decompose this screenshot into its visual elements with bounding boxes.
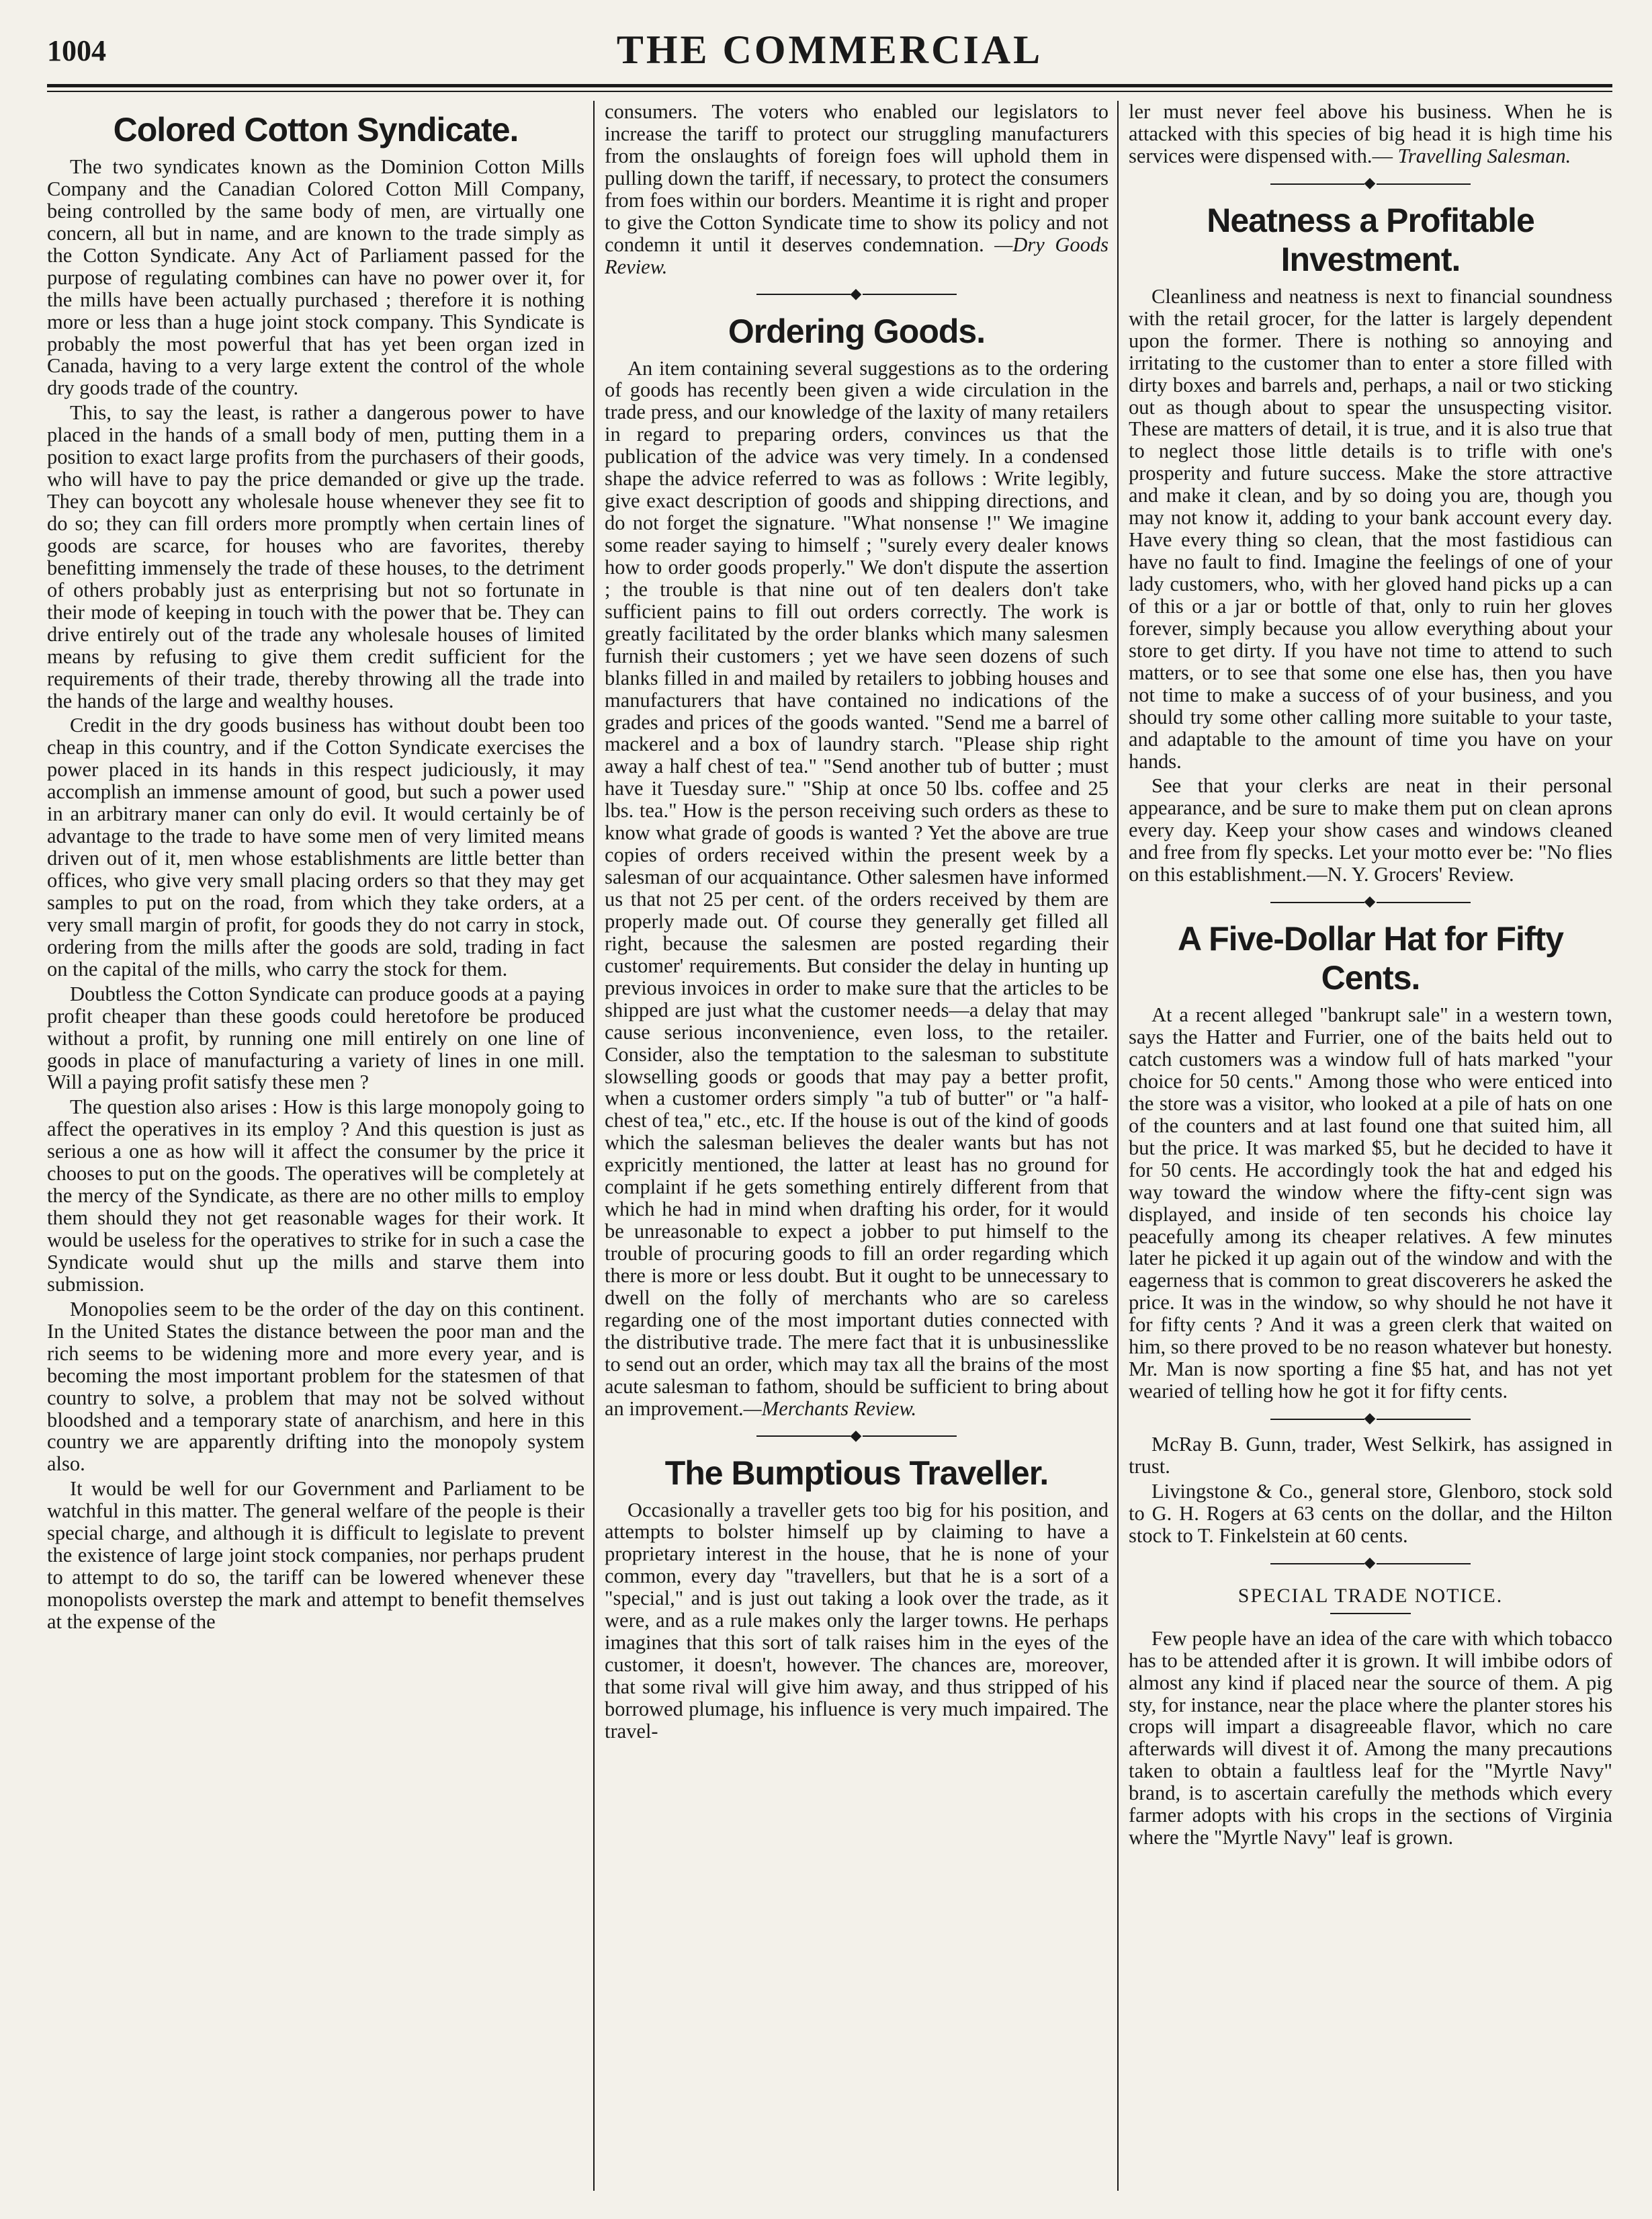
paragraph: Few people have an idea of the care with which tobacco has to be attended after it is grown. It will imbibe odors of almost any kind if placed near the source of them. A pig sty, for instance, near the place where the planter stores his crops will impart a disagreeable flavor, which no care afterwards will divest it of. Among the many precautions taken to obtain a faultless leaf for the "Myrtle Navy" brand, is to ascertain carefully the methods which every farmer adopts with his crops in the sections of Virginia where the "Myrtle Navy" leaf is grown. <box>1129 1626 1612 1849</box>
section-title: SPECIAL TRADE NOTICE. <box>1237 1584 1504 1607</box>
header-rule-thin <box>47 91 1612 92</box>
separator: ◆ <box>1129 892 1612 910</box>
page-header <box>47 27 1612 87</box>
paragraph <box>605 101 1108 278</box>
short-rule <box>1330 1613 1411 1614</box>
source-credit: —Merchants Review. <box>743 1396 917 1420</box>
notice-item: Livingstone & Co., general store, Glenboro, stock sold to G. H. Rogers at 63 cents on the dollar, and the Hilton stock to T. Finkelstein at 60 cents. <box>1129 1479 1612 1547</box>
article-text: An item containing several suggestions as to the ordering of goods has recently been given a wide circulation in the trade press, and our knowledge of the laxity of many retailers in regard to preparing orders, convinces us that the publication of the advice was very timely. In a condensed shape the advice referred to was as follows : Write legibly, give exact description of goods and shipping directions, and do not forget the signature. "What nonsense !" We imagine some reader saying to himself ; "surely every dealer knows how to order goods properly." We don't dispute the assertion ; the trouble is that nine out of ten dealers don't take sufficient pains to fill out orders correctly. The work is greatly facilitated by the order blanks which many salesmen furnish their customers ; yet we have seen dozens of such blanks filled in and mailed by retailers to jobbing houses and manufacturers that have contained no indications of the grades and prices of the goods wanted. "Send me a barrel of mackerel and a box of laundry starch. "Please ship right away a half chest of tea." "Send another tub of butter ; must have it Tuesday sure." "Ship at once 50 lbs. coffee and 25 lbs. tea." How is the person receiving such orders as these to know what grade of goods is wanted ? Yet the above are true copies of orders received within the present week by a salesman of our acquaintance. Other salesmen have informed us that not 25 per cent. of the orders received by them are properly made out. Of course they generally get filled all right, because the salesmen are posted regarding their customer' requirements. But consider the delay in hunting up previous invoices in order to make sure that the articles to be shipped are just what the customer needs—a delay that may cause serious inconvenience, even loss, to the retailer. Consider, also the temptation to the salesman to substitute slowselling goods or goods that may pay a better profit, when a customer orders simply "a tub of butter" or "a half-chest of tea," etc., etc. If the house is out of the kind of goods which the salesman believes the dealer wants but has not expricitly mentioned, the latter at least has no ground for complaint if he gets something entirely different from that which he had in mind when drafting his order, for it would be unreasonable to expect a jobber to put himself to the trouble of procuring goods to fill an order regarding which there is more or less doubt. But it ought to be unnecessary to dwell on the folly of merchants who are so careless regarding one of the most important duties connected with the distributive trade. The mere fact that it is unbusinesslike to send out an order, which may tax all the brains of the most acute salesman to fathom, should be sufficient to bring about an improvement. <box>605 356 1108 1420</box>
article-title: Neatness a Profitable Investment. <box>1207 201 1534 278</box>
separator: ◆ <box>1129 174 1612 192</box>
header-rule <box>47 84 1612 87</box>
paragraph: At a recent alleged "bankrupt sale" in a western town, says the Hatter and Furrier, one of the baits held out to catch customers was a window full of hats marked "your choice for 50 cents." Among those who were enticed into the store was a visitor, who looked at a pile of hats on one of the counters and at last found one that suited him, all but the price. It was marked $5, but he decided to have it for 50 cents. He accordingly took the hat and edged his way toward the window where the fifty-cent sign was displayed, and inside of ten seconds his choice lay peacefully among its cheaper relatives. A few minutes later he picked it up again out of the window and with the eagerness that is common to great discoverers he asked the price. It was in the window, so why should he not have it for fifty cents ? And it was a green clerk that waited on him, so there proved to be no reason whatever but honesty. Mr. Man is now sporting a fine $5 hat, and has not yet wearied of telling how he got it for fifty cents. <box>1129 1003 1612 1403</box>
page-number: 1004 <box>47 34 106 67</box>
article-title: Ordering Goods. <box>728 312 986 350</box>
source-credit: Travelling Salesman. <box>1397 144 1571 167</box>
continuation-text: ler must never feel above his business. When he is attacked with this species of big head it is high time his services were dispensed with.— <box>1129 101 1612 167</box>
separator: ◆ <box>1129 1554 1612 1571</box>
notice-item: McRay B. Gunn, trader, West Selkirk, has assigned in trust. <box>1129 1433 1612 1478</box>
paragraph: The question also arises : How is this large monopoly going to affect the operatives in its employ ? And this question is just as serious a one as how will it affect the consumer by the price it chooses to put on the goods. The operatives will be completely at the mercy of the Syndicate, as there are no other mills to employ them should they not get reasonable wages for their work. It would be useless for the operatives to strike for in such a case the Syndicate would shut up the mills and starve them into submission. <box>47 1095 584 1296</box>
article-title: A Five-Dollar Hat for Fifty Cents. <box>1178 920 1563 997</box>
paragraph <box>1129 101 1612 167</box>
paragraph: The two syndicates known as the Dominion Cotton Mills Company and the Canadian Colored Cotton Mill Company, being controlled by the same body of men, are virtually one concern, all but in name, and are known to the trade simply as the Cotton Syndicate. Any Act of Parliament passed for the purpose of regulating combines can have no power over it, for the mills have been actually purchased ; therefore it is nothing more or less than a huge joint stock company. This Syndicate is probably the most powerful that has yet been organ ized in Canada, having to a very large extent the control of the whole dry goods trade of the country. <box>47 155 584 400</box>
separator: ◆ <box>1129 1409 1612 1427</box>
paragraph <box>605 358 1108 1420</box>
masthead: THE COMMERCIAL <box>616 28 1043 72</box>
paragraph: Cleanliness and neatness is next to financial soundness with the retail grocer, for the latter is largely dependent upon the former. There is nothing so annoying and irritating to the customer than to enter a store filled with dirty boxes and barrels and, perhaps, a nail or two sticking out as though about to spear the unsuspecting visitor. These are matters of detail, it is true, and it is also true that to neglect those little details is to trifle with one's prosperity and future success. Make the store attractive and make it clean, and by so doing you are, though you may not know it, adding to your bank account every day. Have every thing so clean, that the most fastidious can have no fault to find. Imagine the feelings of one of your lady customers, who, with her gloved hand picks up a can of this or a jar or bottle of that, only to ruin her gloves forever, simply because you allow everything about your store to get dirty. If you have not time to attend to such matters, or to see that some one else has, then you have not time to make a success of of your business, and you should try some other calling more suitable to your taste, and adaptable to the amount of time you have on your hands. <box>1129 284 1612 773</box>
column-2 <box>605 101 1108 2191</box>
column-1 <box>47 101 584 2191</box>
paragraph: Occasionally a traveller gets too big for his position, and attempts to bolster himself up by claiming to have a proprietary interest in the house, that he is none of your common, every day "travellers, but that he is a sort of a "special," and is just out taking a look over the trade, as it were, and as a rule makes only the larger towns. He perhaps imagines that this sort of talk raises him in the eyes of the customer, it doesn't, however. The chances are, moreover, that some rival will give him away, and thus stripped of his borrowed plumage, his influence is very much impaired. The travel- <box>605 1498 1108 1743</box>
column-divider <box>593 101 595 2191</box>
column-divider <box>1117 101 1119 2191</box>
paragraph: Doubtless the Cotton Syndicate can produce goods at a paying profit cheaper than these goods could heretofore be produced without a profit, by running one mill entirely on one line of goods in place of manufacturing a variety of lines in one mill. Will a paying profit satisfy these men ? <box>47 982 584 1094</box>
separator: ◆ <box>605 285 1108 302</box>
article-title: The Bumptious Traveller. <box>664 1454 1049 1492</box>
article-title: Colored Cotton Syndicate. <box>113 111 519 149</box>
separator: ◆ <box>605 1427 1108 1444</box>
paragraph: See that your clerks are neat in their personal appearance, and be sure to make them put on clean aprons every day. Keep your show cases and windows cleaned and free from fly specks. Let your motto ever be: "No flies on this establishment.—N. Y. Grocers' Review. <box>1129 774 1612 886</box>
paragraph: Monopolies seem to be the order of the day on this continent. In the United States the distance between the poor man and the rich seems to be widening more and more every year, and is becoming the most important problem for the statesmen of that country to solve, a problem that may not be solved without bloodshed and a temporary state of anarchism, and here in this country we are apparently drifting into the monopoly system also. <box>47 1297 584 1476</box>
paragraph: It would be well for our Government and Parliament to be watchful in this matter. The general welfare of the people is their special charge, and although it is difficult to legislate to prevent the existence of large joint stock companies, nor perhaps prudent to attempt to do so, the tariff can be lowered whenever these monopolists overstep the mark and attempt to benefit themselves at the expense of the <box>47 1477 584 1633</box>
column-3 <box>1129 101 1612 2191</box>
source-credit: —Dry Goods Review. <box>605 233 1108 278</box>
paragraph: Credit in the dry goods business has without doubt been too cheap in this country, and if the Cotton Syndicate exercises the power placed in its hands in this respect judiciously, it may accomplish an immense amount of good, but such a power used in an arbitrary maner can only do evil. It would certainly be of advantage to the trade to have some men of very limited means driven out of it, men whose establishments are little better than offices, who give very small placing orders so that they may get samples to put on the road, from which they take orders, at a very small margin of profit, for goods they do not carry in stock, ordering from the mills after the goods are sold, trading in fact on the capital of the mills, who carry the stock for them. <box>47 714 584 980</box>
paragraph: This, to say the least, is rather a dangerous power to have placed in the hands of a small body of men, putting them in a position to exact large profits from the purchasers of their goods, who will have to pay the price demanded or give up the trade. They can boycott any wholesale house whenever they see fit to do so; they can fill orders more promptly when certain lines of goods are scarce, for houses who are favorites, thereby benefitting immensely the trade of these houses, to the detriment of others probably just as enterprising but not so fortunate in their mode of keeping in touch with the power that be. They can drive entirely out of the trade any wholesale houses of limited means by refusing to give them credit sufficient for the requirements of their trade, thereby throwing all the trade into the hands of the large and wealthy houses. <box>47 401 584 712</box>
continuation-text: consumers. The voters who enabled our legislators to increase the tariff to protect our struggling manufacturers from the onslaughts of foreign foes will uphold them in pulling down the tariff, if necessary, to protect the consumers from foes within our borders. Meantime it is right and proper to give the Cotton Syndicate time to show its policy and not condemn it until it deserves condemnation. <box>605 101 1108 256</box>
